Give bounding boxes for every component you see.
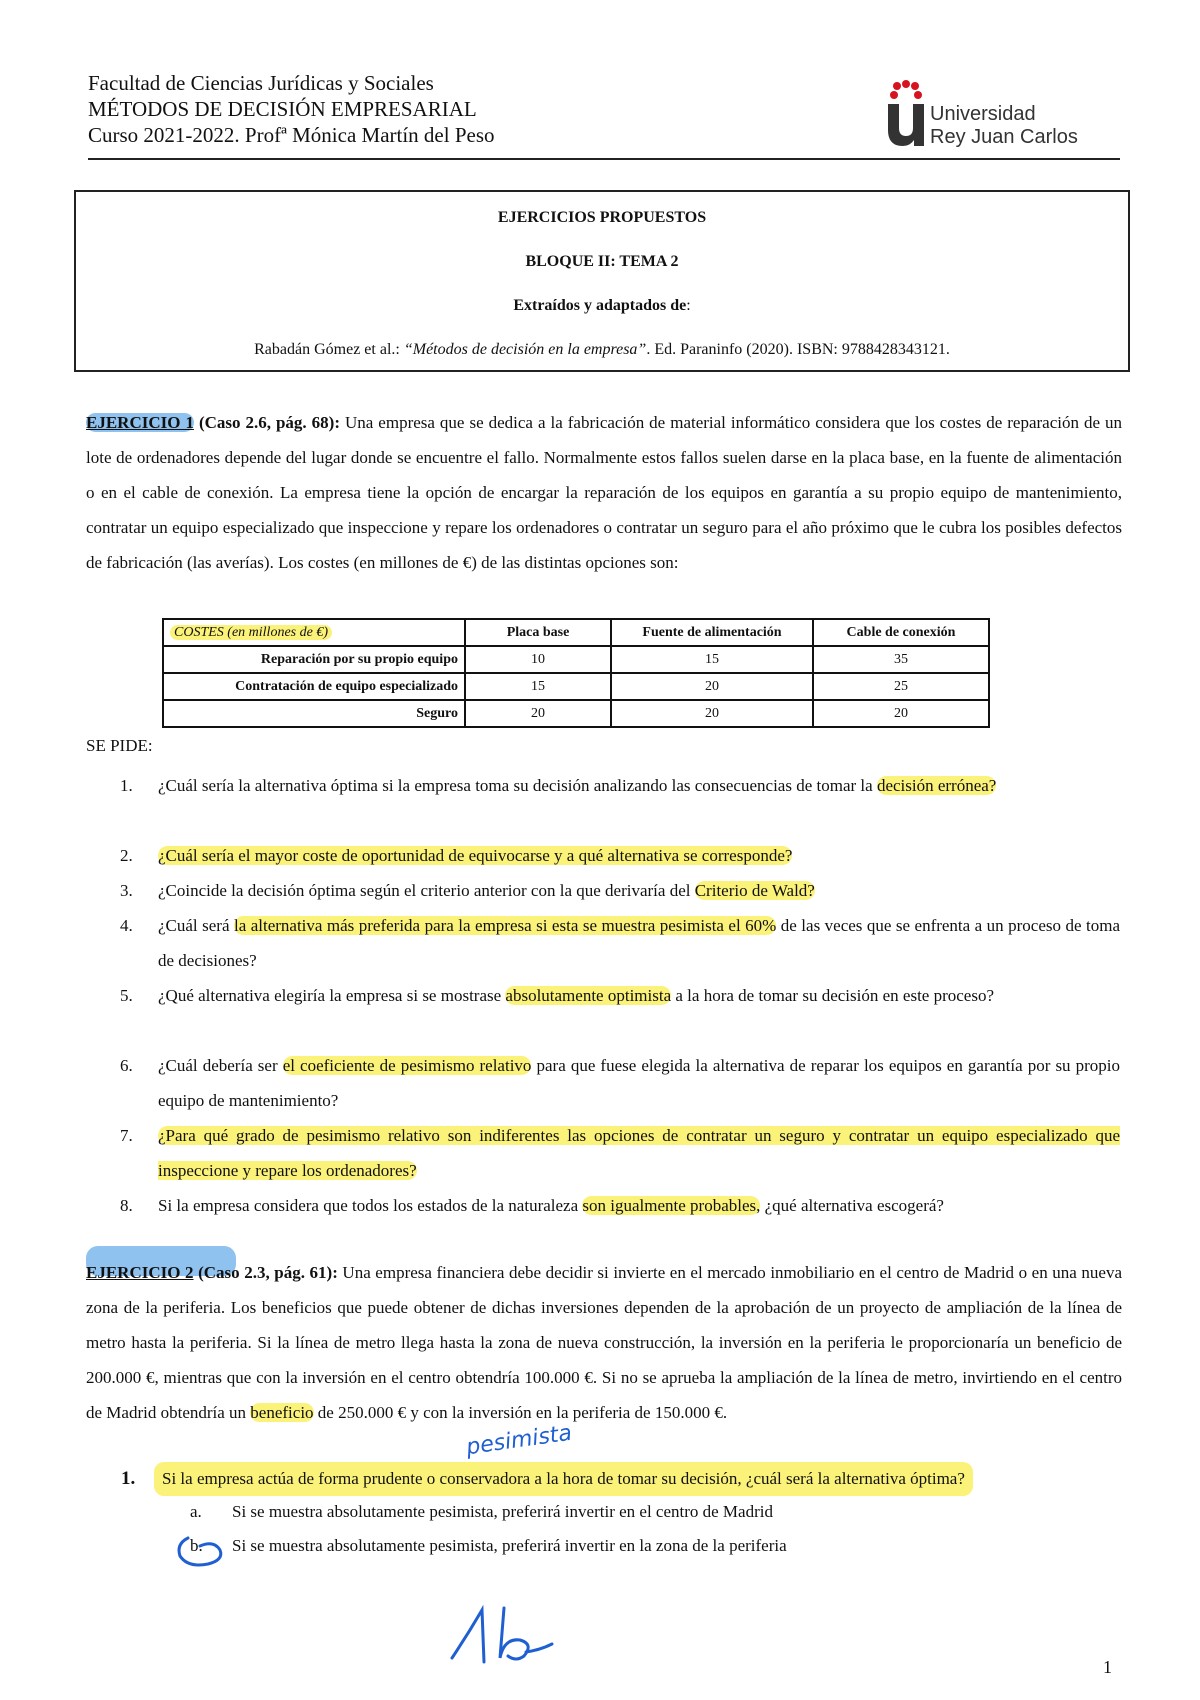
- table-cell: 10: [465, 646, 611, 673]
- course-subject: MÉTODOS DE DECISIÓN EMPRESARIAL: [88, 97, 477, 121]
- table-row: [163, 646, 989, 673]
- page-number: 1: [1103, 1657, 1112, 1677]
- question-item: 2. ¿Cuál sería el mayor coste de oportunidad de equivocarse y a qué alternativa se corresponde?: [120, 846, 793, 865]
- exercise1-case: (Caso 2.6, pág. 68):: [193, 413, 340, 432]
- box-title: EJERCICIOS PROPUESTOS: [497, 209, 707, 226]
- exercise2-label: EJERCICIO 2: [86, 1263, 194, 1282]
- question-item: 1. ¿Cuál sería la alternativa óptima si la empresa toma su decisión analizando las consecuencias de tomar la decisión errónea?: [120, 776, 997, 795]
- header-divider: [88, 158, 1120, 160]
- table-header-row: [163, 619, 989, 646]
- table-cell: 20: [465, 700, 611, 727]
- handwritten-circle-icon: [174, 1530, 238, 1570]
- box-reference: Rabadán Gómez et al.: “Métodos de decisión en la empresa”. Ed. Paraninfo (2020). ISBN: 9788428343121.: [254, 341, 950, 358]
- table-header-cell: Cable de conexión: [813, 619, 989, 646]
- table-cell: 15: [611, 646, 813, 673]
- exercises-title-box: [74, 190, 1130, 372]
- handwritten-note: pesimista: [464, 1420, 574, 1461]
- table-row-label: Reparación por su propio equipo: [163, 646, 465, 673]
- table-cell: 20: [611, 700, 813, 727]
- question-item: 7. ¿Para qué grado de pesimismo relativo son indiferentes las opciones de contratar un seguro y contratar un equipo especializado que inspeccione y repare los ordenadores?: [120, 1126, 1120, 1180]
- table-cell: 25: [813, 673, 989, 700]
- table-cell: 15: [465, 673, 611, 700]
- question-item: 8. Si la empresa considera que todos los estados de la naturaleza son igualmente probables, ¿qué alternativa escogerá?: [120, 1196, 944, 1215]
- table-cell: 20: [611, 673, 813, 700]
- box-extracted: Extraídos y adaptados de:: [513, 297, 691, 314]
- table-cell: 20: [813, 700, 989, 727]
- exercise1-statement: [86, 405, 1122, 580]
- costs-table: [162, 618, 990, 728]
- exercise1-label: EJERCICIO 1: [86, 413, 194, 432]
- table-row-label: Seguro: [163, 700, 465, 727]
- table-header-cell: COSTES (en millones de €): [163, 619, 465, 646]
- question-item: 6. ¿Cuál debería ser el coeficiente de pesimismo relativo para que fuese elegida la alternativa de reparar los equipos en garantía por su propio equipo de mantenimiento?: [120, 1056, 1121, 1110]
- handwritten-score-icon: [448, 1600, 558, 1670]
- exercise2-statement: EJERCICIO 2 (Caso 2.3, pág. 61): Una empresa financiera debe decidir si invierte en el mercado inmobiliario en el centro de Madrid o en una nueva zona de la periferia. Los beneficios que puede obtener de dichas inversiones dependen de la aprobación de un proyecto de ampliación de la línea de metro hasta la periferia. Si la línea de metro llega hasta la zona de nueva construcción, la inversión en la periferia le proporcionaría un beneficio de 200.000 €, mientras que con la inversión en el centro obtendría 100.000 €. Si no se aprueba la ampliación de la línea de metro, invirtiendo en el centro de Madrid obtendría un beneficio de 250.000 € y con la inversión en la periferia de 150.000 €.: [86, 1263, 1122, 1422]
- question-item: 4. ¿Cuál será la alternativa más preferida para la empresa si esta se muestra pesimista el 60% de las veces que se enfrenta a un proceso de toma de decisiones?: [120, 916, 1120, 970]
- table-cell: 35: [813, 646, 989, 673]
- table-row-label: Contratación de equipo especializado: [163, 673, 465, 700]
- university-name: Universidad Rey Juan Carlos: [930, 103, 1078, 148]
- question-item: 3. ¿Coincide la decisión óptima según el criterio anterior con la que derivaría del Criterio de Wald?: [120, 881, 815, 900]
- course-year-professor: Curso 2021-2022. Profª Mónica Martín del Peso: [88, 123, 495, 147]
- faculty-name: Facultad de Ciencias Jurídicas y Sociales: [88, 71, 434, 95]
- box-subtitle: BLOQUE II: TEMA 2: [525, 253, 679, 270]
- table-row: [163, 673, 989, 700]
- exercise2-question: 1. Si la empresa actúa de forma prudente o conservadora a la hora de tomar su decisión, ¿cuál será la alternativa óptima?: [88, 1462, 1128, 1498]
- table-header-cell: Placa base: [465, 619, 611, 646]
- exercise1-text: Una empresa que se dedica a la fabricación de material informático considera que los costes de reparación de un lote de ordenadores depende del lugar donde se encuentre el fallo. Normalmente estos fallos suelen darse en la placa base, en la fuente de alimentación o en el cable de conexión. La empresa tiene la opción de encargar la reparación de los equipos en garantía a su propio equipo de mantenimiento, contratar un equipo especializado que inspeccione y repare los ordenadores o contratar un seguro para el año próximo que le cubra los posibles defectos de fabricación (las averías). Los costes (en millones de €) de las distintas opciones son:: [86, 413, 1122, 572]
- exercise2-case: (Caso 2.3, pág. 61):: [193, 1263, 338, 1282]
- table-row: [163, 700, 989, 727]
- se-pide-label: SE PIDE:: [86, 736, 153, 755]
- question-item: 5. ¿Qué alternativa elegiría la empresa si se mostrase absolutamente optimista a la hora de tomar su decisión en este proceso?: [120, 986, 995, 1005]
- urjc-logo-icon: [885, 80, 925, 146]
- table-header-cell: Fuente de alimentación: [611, 619, 813, 646]
